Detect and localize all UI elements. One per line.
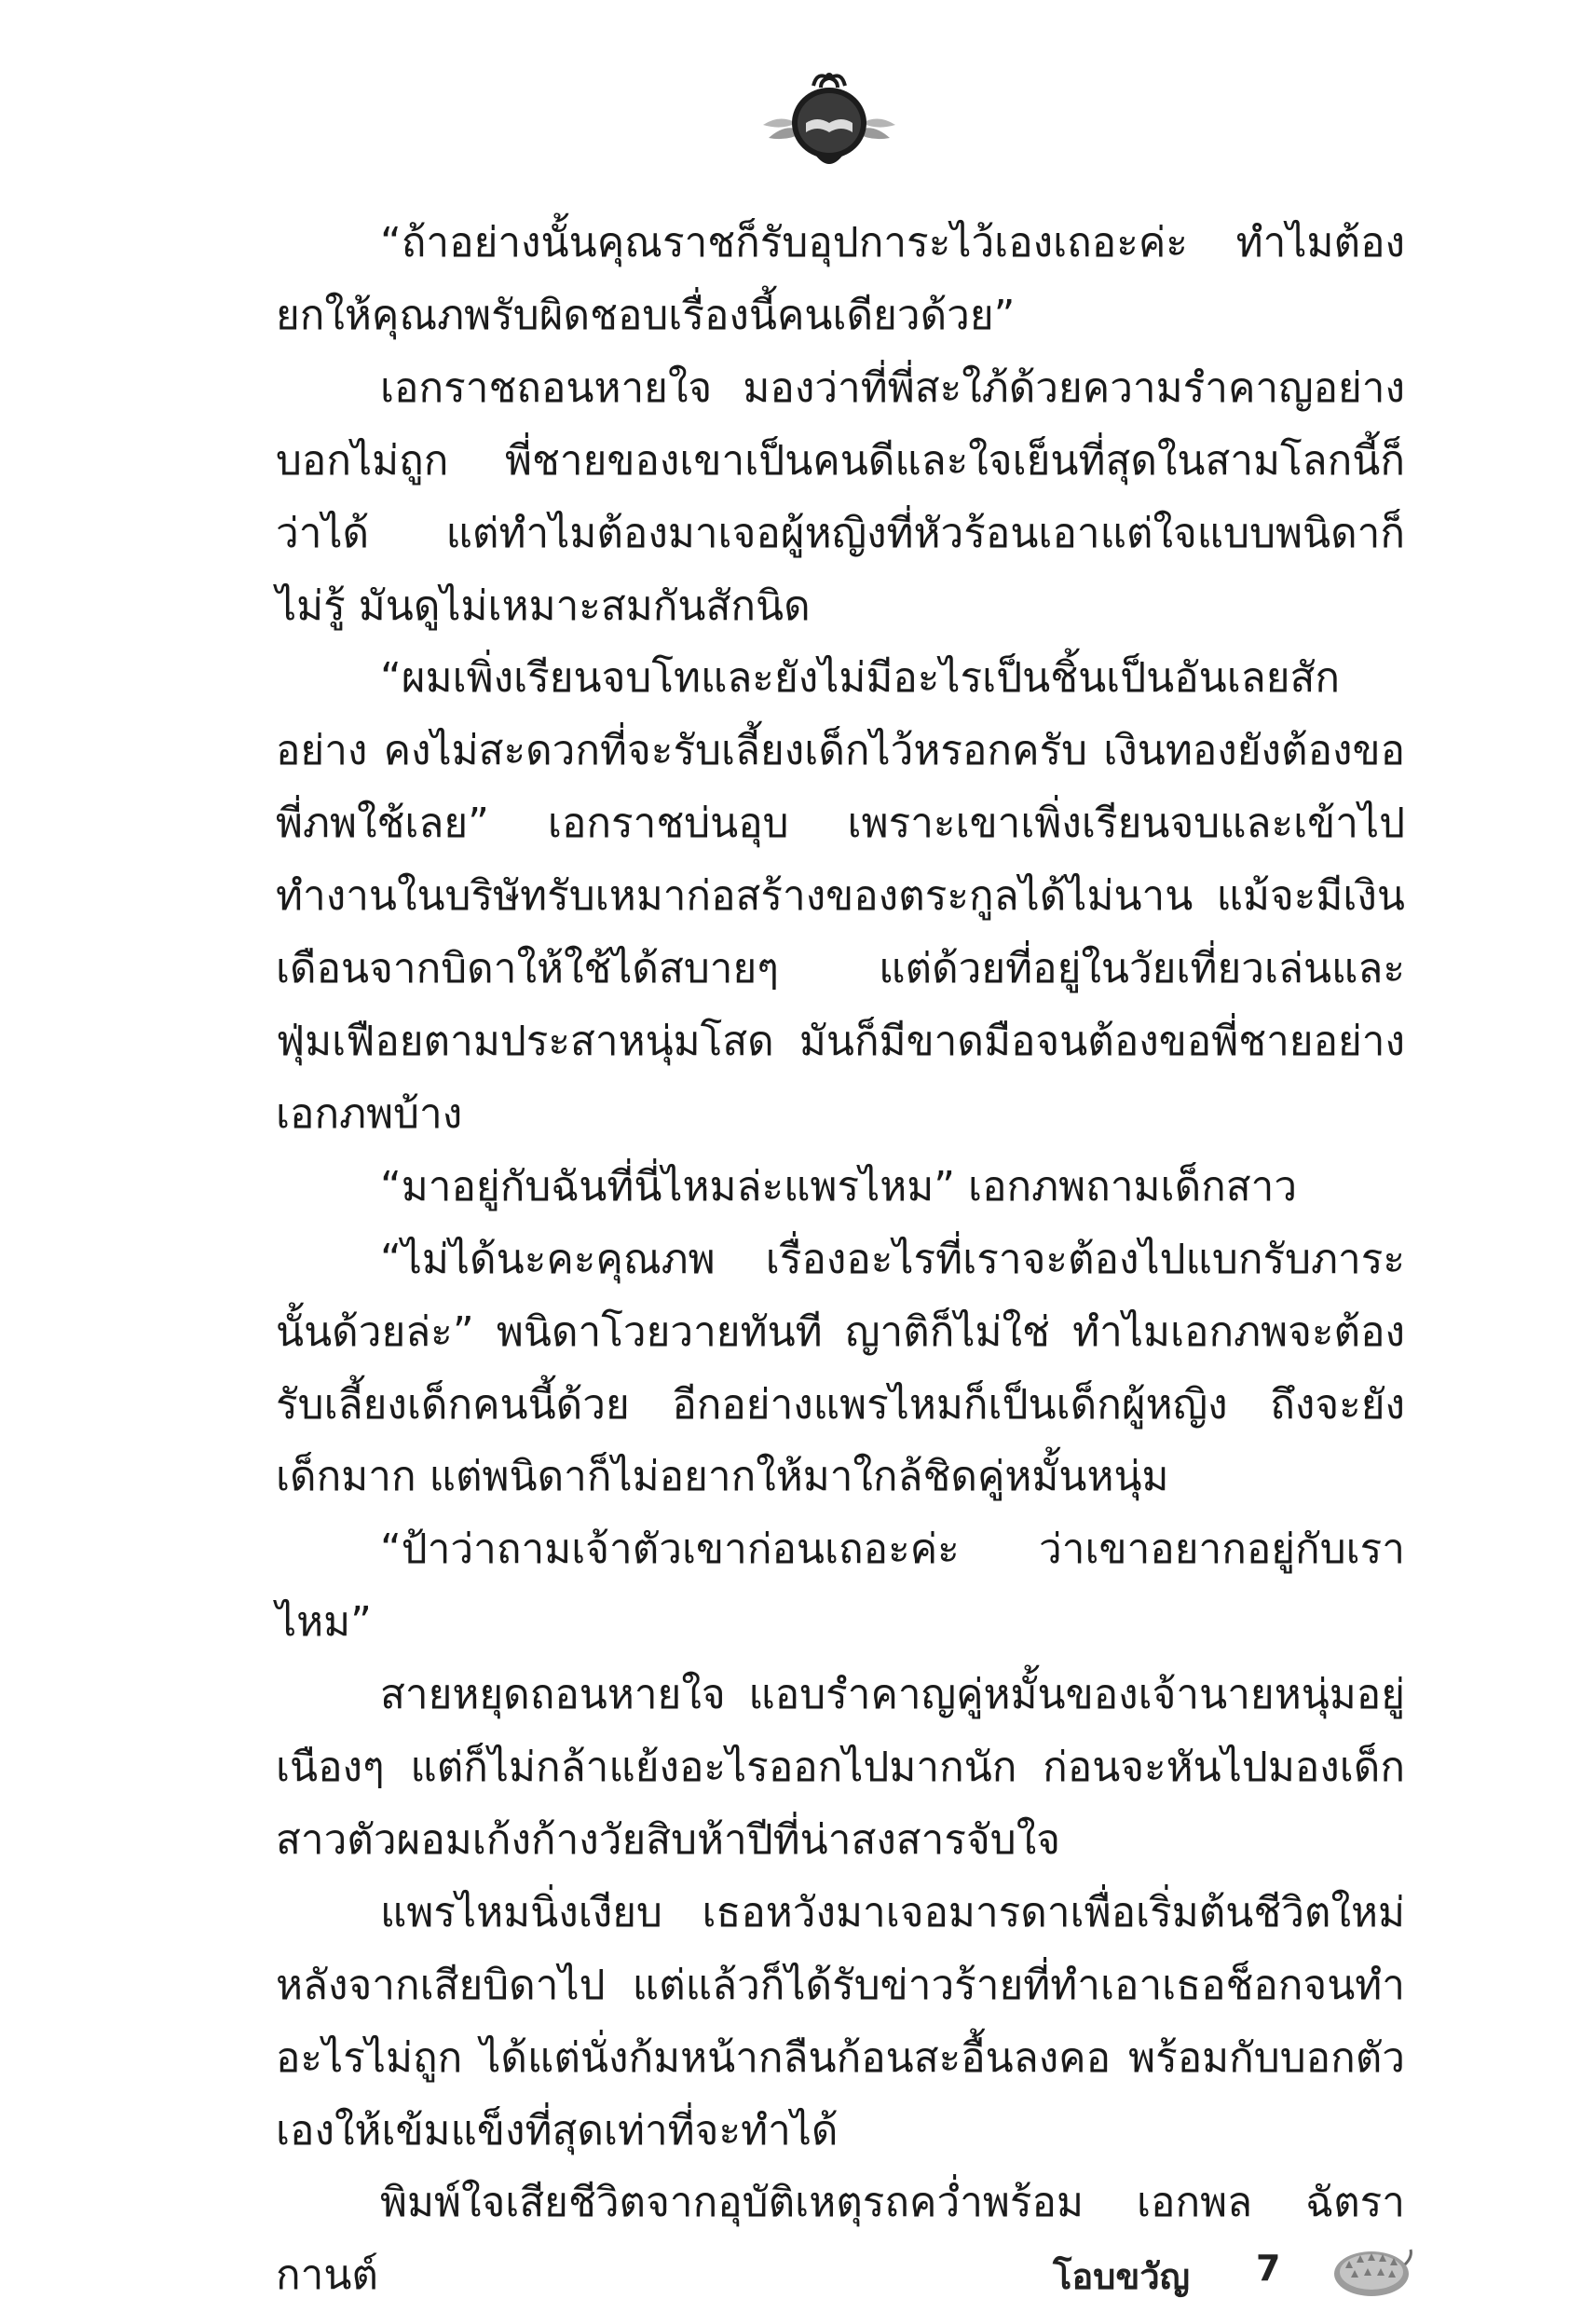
paragraph: พิมพ์ใจเสียชีวิตจากอุบัติเหตุรถคว่ำพร้อม เอกพล ฉัตรากานต์ (276, 2179, 1405, 2300)
ornamental-crest-icon (759, 65, 899, 177)
chapter-body (276, 207, 1405, 2312)
page-footer (1053, 2237, 1416, 2311)
paragraph: “ป้าว่าถามเจ้าตัวเขาก่อนเถอะค่ะ ว่าเขาอยากอยู่กับเราไหม” (276, 1525, 1405, 1647)
header-logo (759, 65, 899, 177)
paragraph: “ผมเพิ่งเรียนจบโทและยังไม่มีอะไรเป็นชิ้นเป็นอันเลยสักอย่าง คงไม่สะดวกที่จะรับเลี้ยงเด็กไว้หรอกครับ เงินทองยังต้องขอพี่ภพใช้เลย” เอกราชบ่นอุบ เพราะเขาเพิ่งเรียนจบและเข้าไปทำงานในบริษัทรับเหมาก่อสร้างของตระกูลได้ไม่นาน แม้จะมีเงินเดือนจากบิดาให้ใช้ได้สบายๆ แต่ด้วยที่อยู่ในวัยเที่ยวเล่นและฟุ่มเฟือยตามประสาหนุ่มโสด มันก็มีขาดมือจนต้องขอพี่ชายอย่างเอกภพบ้าง (276, 654, 1405, 1138)
book-title: โอบขวัญ (1053, 2256, 1191, 2297)
paragraph: เอกราชถอนหายใจ มองว่าที่พี่สะใภ้ด้วยความรำคาญอย่างบอกไม่ถูก พี่ชายของเขาเป็นคนดีและใจเย็นที่สุดในสามโลกนี้ก็ว่าได้ แต่ทำไมต้องมาเจอผู้หญิงที่หัวร้อนเอาแต่ใจแบบพนิดาก็ไม่รู้ มันดูไม่เหมาะสมกันสักนิด (276, 363, 1405, 630)
paragraph: “ไม่ได้นะคะคุณภพ เรื่องอะไรที่เราจะต้องไปแบกรับภาระนั้นด้วยล่ะ” พนิดาโวยวายทันที ญาติก็ไม่ใช่ ทำไมเอกภพจะต้องรับเลี้ยงเด็กคนนี้ด้วย อีกอย่างแพรไหมก็เป็นเด็กผู้หญิง ถึงจะยังเด็กมาก แต่พนิดาก็ไม่อยากให้มาใกล้ชิดคู่หมั้นหนุ่ม (276, 1235, 1405, 1501)
page-number: 7 (1256, 2248, 1281, 2289)
paragraph: แพรไหมนิ่งเงียบ เธอหวังมาเจอมารดาเพื่อเริ่มต้นชีวิตใหม่หลังจากเสียบิดาไป แต่แล้วก็ได้รับข่าวร้ายที่ทำเอาเธอช็อกจนทำอะไรไม่ถูก ได้แต่นั่งก้มหน้ากลืนก้อนสะอื้นลงคอ พร้อมกับบอกตัวเองให้เข้มแข็งที่สุดเท่าที่จะทำได้ (276, 1888, 1405, 2155)
paragraph: “มาอยู่กับฉันที่นี่ไหมล่ะแพรไหม” เอกภพถามเด็กสาว (380, 1162, 1298, 1211)
paragraph: สายหยุดถอนหายใจ แอบรำคาญคู่หมั้นของเจ้านายหนุ่มอยู่เนืองๆ แต่ก็ไม่กล้าแย้งอะไรออกไปมากนัก ก่อนจะหันไปมองเด็กสาวตัวผอมเก้งก้างวัยสิบห้าปีที่น่าสงสารจับใจ (276, 1671, 1405, 1864)
paragraph: “ถ้าอย่างนั้นคุณราชก็รับอุปการะไว้เองเถอะค่ะ ทำไมต้องยกให้คุณภพรับผิดชอบเรื่องนี้คนเดียวด้วย” (276, 219, 1405, 339)
durian-icon (1323, 2237, 1416, 2302)
